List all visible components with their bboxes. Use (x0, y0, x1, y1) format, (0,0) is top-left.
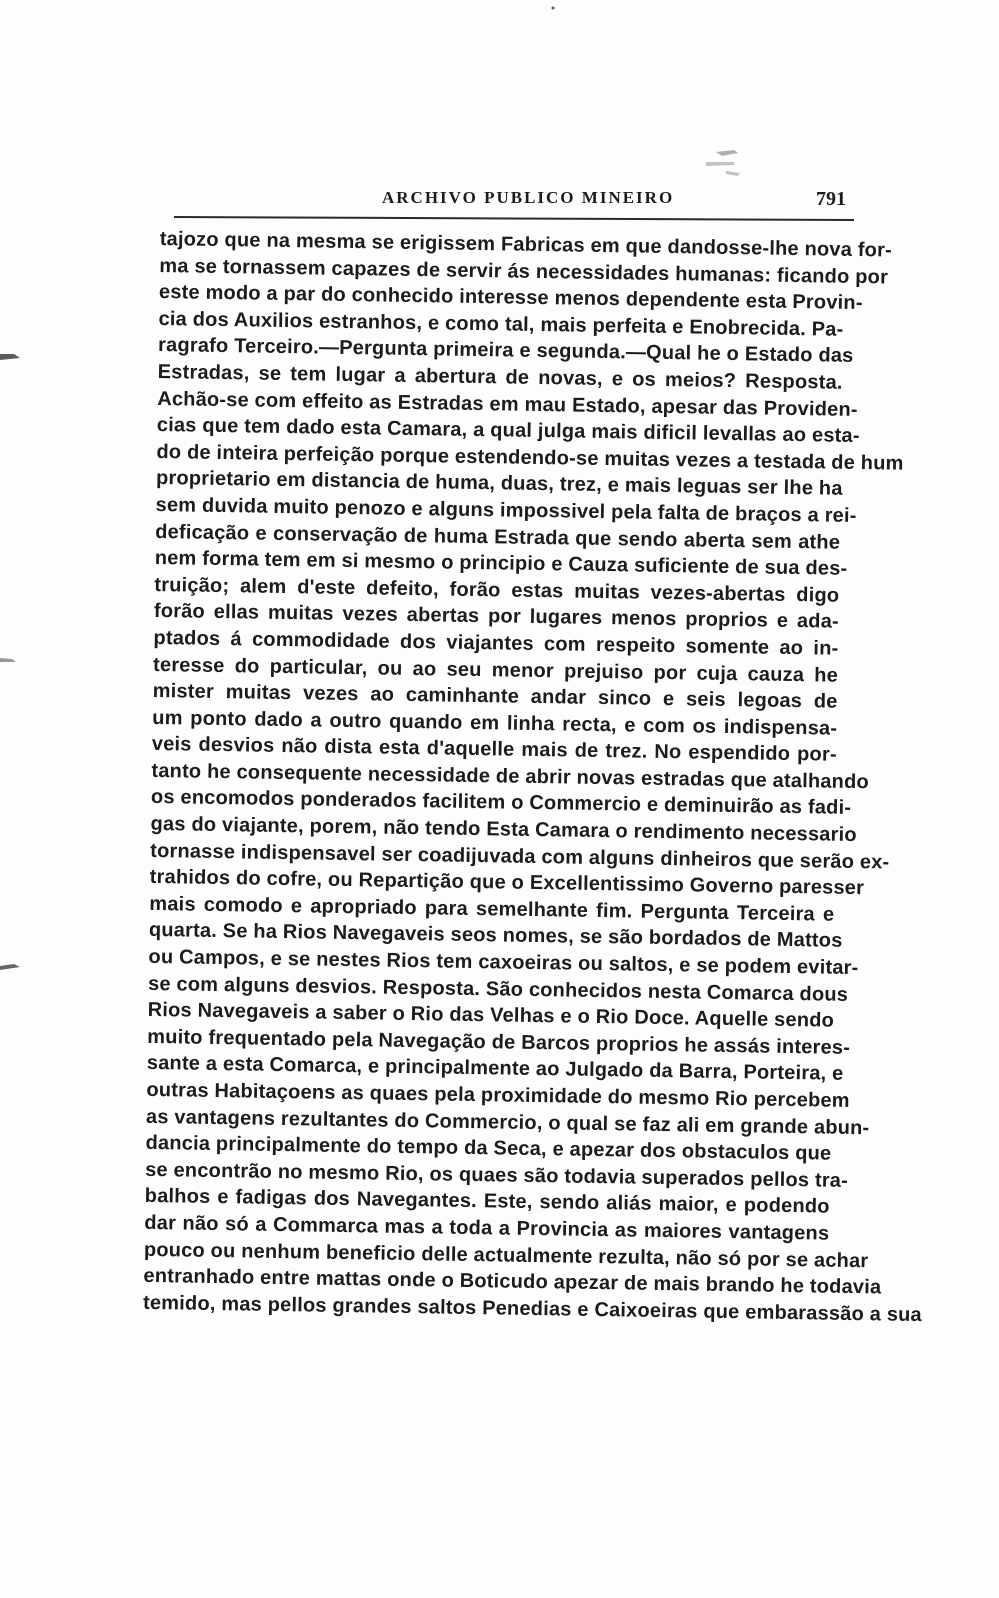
text-line: deficação e conservação de huma Estrada que sendo aberta sem athe (155, 520, 841, 554)
text-line: mais comodo e apropriado para semelhante fim. Pergunta Terceira e (149, 892, 835, 926)
text-line: se com alguns desvios. Resposta. São conhecidos nesta Comarca dous (147, 972, 849, 1006)
text-line: tajozo que na mesma se erigissem Fabricas em que dandosse-lhe nova for- (159, 227, 893, 262)
text-line: ou Campos, e se nestes Rios tem caxoeiras ou saltos, e se podem evitar- (148, 945, 859, 980)
body-text (142, 226, 923, 1327)
text-line: quarta. Se ha Rios Navegaveis seos nomes, se são bordados de Mattos (148, 919, 843, 953)
page-header (174, 176, 854, 224)
text-line: nem forma tem em si mesmo o principio e Cauza suficiente de sua des- (154, 547, 848, 580)
text-line: cia dos Auxilios estranhos, e como tal, mais perfeita e Enobrecida. Pa- (158, 307, 844, 341)
text-line: trahidos do cofre, ou Repartição que o Excellentissimo Governo paresser (149, 866, 865, 900)
text-line: as vantagens rezultantes do Commercio, o qual se faz ali em grande abun- (145, 1105, 870, 1139)
text-line: tornasse indispensavel ser coadijuvada com alguns dinheiros que serão ex- (150, 839, 890, 874)
text-line: gas do viajante, porem, não tendo Esta Camara o rendimento necessario (150, 812, 857, 847)
text-line: do de inteira perfeição porque estendendo-se muitas vezes a testada de hum (156, 440, 904, 475)
text-line: dancia principalmente do tempo da Seca, e apezar dos obstaculos que (145, 1132, 832, 1165)
header-rule (174, 216, 854, 221)
text-line: dar não só a Commarca mas a toda a Provincia as maiores vantagens (144, 1211, 830, 1245)
text-line: veis desvios não dista esta d'aquelle mais de trez. No espendido por- (151, 733, 837, 766)
text-line: forão ellas muitas vezes abertas por lugares menos proprios e ada- (153, 600, 840, 634)
running-head: ARCHIVO PUBLICO MINEIRO (382, 188, 675, 207)
text-line: pouco ou nenhum beneficio delle actualmente rezulta, não só por se achar (143, 1238, 869, 1272)
text-line: ragrafo Terceiro.—Pergunta primeira e segunda.—Qual he o Estado das (157, 334, 854, 368)
text-line: teresse do particular, ou ao seu menor prejuiso por cuja cauza he (152, 653, 839, 687)
text-line: ptados á commodidade dos viajantes com respeito somente ao in- (153, 626, 839, 660)
text-line: temido, mas pellos grandes saltos Penedias e Caixoeiras que embarassão a sua (142, 1291, 923, 1326)
text-line: entranhado entre mattas onde o Boticudo apezar de mais brando he todavia (143, 1265, 882, 1299)
margin-marks (0, 354, 20, 970)
page-number: 791 (816, 188, 846, 210)
text-line: sante a esta Comarca, e principalmente ao Julgado da Barra, Porteira, e (146, 1052, 844, 1086)
text-line: cias que tem dado esta Camara, a qual julga mais dificil levallas ao esta- (156, 414, 860, 448)
text-line: muito frequentado pela Navegação de Barcos proprios he assás interes- (147, 1025, 851, 1059)
text-line: ma se tornassem capazes de servir ás necessidades humanas: ficando por (159, 254, 889, 289)
text-line: os encomodos ponderados facilitem o Commercio e deminuirão as fadi- (150, 786, 852, 820)
text-line: proprietario em distancia de huma, duas, trez, e mais leguas ser lhe ha (155, 467, 843, 501)
text-line: este modo a par do conhecido interesse menos dependente esta Provin- (158, 281, 863, 315)
text-line: outras Habitaçoens as quaes pela proximidade do mesmo Rio percebem (146, 1078, 850, 1112)
ink-smudge-top (552, 7, 741, 177)
text-line: balhos e fadigas dos Navegantes. Este, sendo aliás maior, e podendo (144, 1185, 830, 1219)
text-line: mister muitas vezes ao caminhante andar sinco e seis legoas de (152, 680, 838, 713)
text-line: sem duvida muito penozo e alguns impossivel pela falta de braços a rei- (155, 493, 857, 527)
text-line: Achão-se com effeito as Estradas em mau Estado, apesar das Providen- (157, 387, 858, 421)
text-line: tanto he consequente necessidade de abrir novas estradas que atalhando (151, 759, 870, 794)
text-line: Rios Navegaveis a saber o Rio das Velhas e o Rio Doce. Aquelle sendo (147, 999, 835, 1032)
text-line: se encontrão no mesmo Rio, os quaes são todavia superados pellos tra- (145, 1158, 849, 1192)
text-line: truição; alem d'este defeito, forão estas muitas vezes-abertas digo (154, 573, 840, 607)
text-line: um ponto dado a outro quando em linha recta, e com os indispensa- (152, 706, 838, 740)
text-line: Estradas, se tem lugar a abertura de novas, e os meios? Resposta. (157, 360, 843, 394)
